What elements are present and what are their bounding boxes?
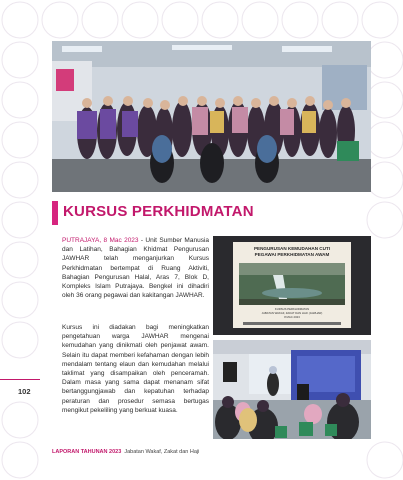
paragraph-1-text: - Unit Sumber Manusia dan Latihan, Bahagian Khidmat Pengurusan JAWHAR telah menganjurkan Kursus Perkhidmatan bertempat di Ruang Aktiviti, Bahagian Pengurusan Halal, Aras 7, Blok D, Kompleks Islam Putrajaya. Bengkel ini dihadiri oleh 36 orang pegawai dan kakitangan JAWHAR. — [62, 237, 210, 300]
slide-title-line-2: PEGAWAI PERKHIDMATAN AWAM — [254, 252, 330, 257]
footer-department: Jabatan Wakaf, Zakat dan Haji — [124, 449, 200, 455]
group-photo — [52, 41, 371, 192]
slide-title-line-1: PENGURUSAN KEMUDAHAN CUTI — [253, 246, 331, 251]
page-number: 102 — [18, 387, 31, 396]
slide-caption-1: KURSUS PERKHIDMATAN — [274, 307, 310, 311]
section-heading: KURSUS PERKHIDMATAN — [63, 203, 254, 220]
heading-accent-bar — [52, 201, 58, 225]
dateline: PUTRAJAYA, 8 Mac 2023 — [62, 237, 139, 244]
slide-caption-3: 8 MAC 2023 — [284, 315, 300, 319]
footer-report-title: LAPORAN TAHUNAN 2023 — [52, 449, 122, 455]
slide-caption-2: JABATAN WAKAF, ZAKAT DAN HAJI (JAWHAR) — [261, 311, 323, 315]
page-number-rule — [0, 379, 40, 380]
paragraph-1 — [62, 236, 209, 300]
paragraph-2: Kursus ini diadakan bagi meningkatkan pengetahuan warga JAWHAR mengenai kemudahan yang dinikmati oleh penjawat awam. Selain itu dapat memberi kefahaman dengan lebih mendalam tentang elaun dan kemudahan melalui taklimat yang disampaikan oleh penceramah. Dalam masa yang sama dapat menanam sifat bertanggungjawab dan kepatuhan terhadap peraturan dan prosedur semasa bertugas mengikut pekeliling yang berkuat kuasa. — [62, 324, 209, 414]
presentation-photo — [213, 236, 371, 335]
audience-photo — [213, 340, 371, 439]
footer — [52, 449, 199, 455]
